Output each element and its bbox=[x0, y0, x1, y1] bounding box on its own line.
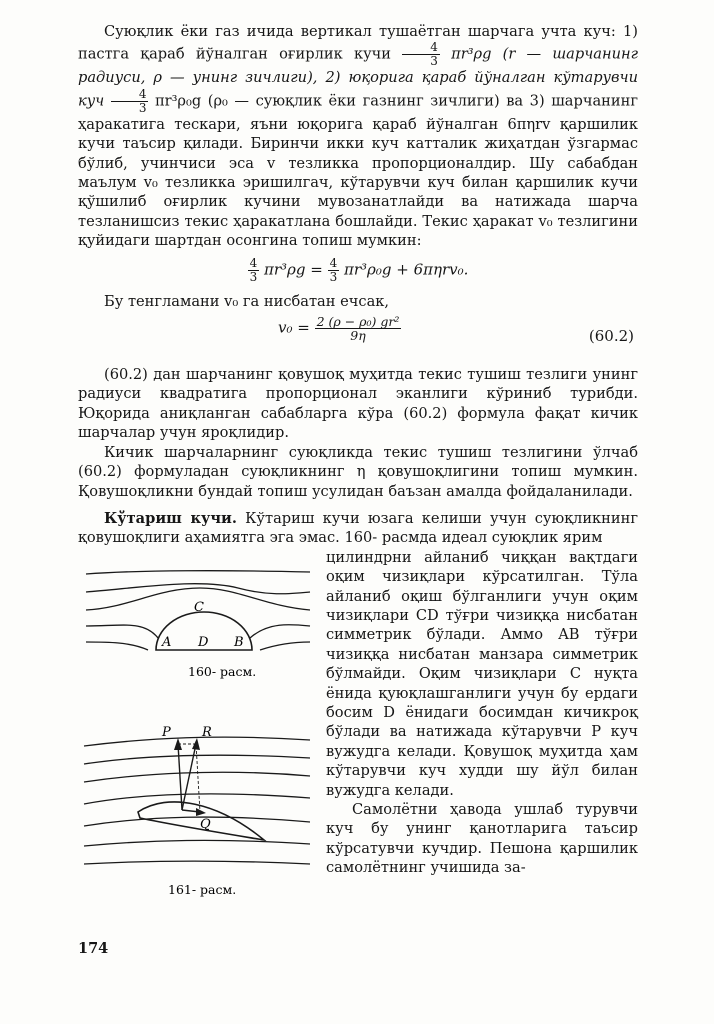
paragraph-viscosity: Кичик шарчаларнинг суюқликда текис тушиш тезлигини ўлчаб (60.2) формуладан суюқликнинг η қовушоқлигини топиш мумкин. Қовушоқликни бундай топиш усулидан баъзан амалда фойдаланилади. bbox=[78, 443, 638, 500]
arrow-r bbox=[182, 744, 196, 810]
arrowhead bbox=[196, 808, 206, 816]
streamline bbox=[84, 817, 310, 826]
label-d: D bbox=[198, 634, 209, 650]
figure-160-svg bbox=[78, 548, 318, 698]
fraction-four-thirds: $\frac{4}{3}$ bbox=[402, 41, 440, 68]
paragraph-forces bbox=[78, 22, 638, 251]
fraction: $\frac{\text{2 (ρ − ρ₀) gr²}}{9\eta}$ bbox=[316, 314, 400, 344]
equation-rhs: πr³ρ₀g + 6πηrv₀. bbox=[344, 260, 469, 279]
text: πr³ρ₀g (ρ₀ — суюқлик ёки газнинг зичлиги) ва 3) шарчанинг ҳаракатига тескари, яъни юқорига қараб йўналган 6πηrv қаршилик кучи таъсир қилади. Биринчи икки куч катталик жиҳатдан ўзгармас бўлиб, учинчиси эса v тезликка пропорционалдир. Шу сабабдан маълум v₀ тезликка эришилгач, кўтарувчи куч билан қаршилик кучи қўшилиб оғирлик кучини мувозанатлайди ва натижада шарча тезланишсиз текис ҳаракатлана бошлайди. Текис ҳаракат v₀ тезлигини қуйидаги шартдан осонгина топиш мумкин: bbox=[78, 92, 638, 250]
equation-balance: $\frac{4}{3}$ πr³ρg = $\frac{4}{3}$ πr³ρ₀g + 6πηrv₀. bbox=[249, 255, 469, 284]
streamline bbox=[84, 840, 310, 846]
label-a: A bbox=[162, 634, 172, 650]
paragraph-lift: цилиндрни айланиб чиққан вақтдаги оқим чизиқлари кўрсатилган. Тўла айланиб оқиш бўлганлиги учун оқим чизиқлари CD тўғри чизиққа нисбатан симметрик бўлади. Аммо AB тўғри чизиққа нисбатан манзара симметрик бўлмайди. Оқим чизиқлари C нуқта ёнида қуюқлашганлиги учун бу ердаги босим D ёнидаги босимдан кичикроқ бўлади ва натижада кўтарувчи P куч вужудга келади. Қовушоқ муҳитда ҳам кўтарувчи куч худди шу йўл билан вужудга келади. bbox=[326, 548, 638, 799]
text: Суюқлик ёки газ ичида вертикал тушаётган шарчага учта куч: 1) пастга қараб йўналган оғирлик кучи bbox=[78, 23, 638, 63]
paragraph-lift-intro: Кўтариш кучи. Кўтариш кучи юзага келиши учун суюқликнинг қовушоқлиги аҳамиятга эга эмас. 160- расмда идеал суюқлик ярим bbox=[78, 509, 638, 547]
text-column bbox=[326, 548, 638, 878]
label-r: R bbox=[202, 724, 212, 740]
label-p: P bbox=[162, 724, 171, 740]
page-number: 174 bbox=[78, 940, 109, 957]
equation-number: (60.2) bbox=[588, 327, 634, 346]
fraction-four-thirds: $\frac{4}{3}$ bbox=[111, 88, 149, 115]
caption-161: 161- расм. bbox=[168, 881, 237, 897]
caption-160: 160- расм. bbox=[188, 663, 257, 679]
page-content bbox=[78, 22, 638, 897]
label-b: B bbox=[234, 634, 244, 650]
equation-60-2 bbox=[78, 315, 638, 355]
section-heading: Кўтариш кучи. bbox=[104, 509, 237, 527]
streamline bbox=[84, 793, 310, 803]
paragraph-velocity: (60.2) дан шарчанинг қовушоқ муҳитда текис тушиш тезлиги унинг радиуси квадратига пропорционал эканлиги кўриниб турибди. Юқорида аниқланган сабабларга кўра (60.2) формула фақат кичик шарчалар учун яроқлидир. bbox=[78, 366, 638, 442]
label-q: Q bbox=[200, 816, 211, 832]
streamline bbox=[86, 583, 310, 593]
equation-lhs: πr³ρg = bbox=[264, 260, 323, 279]
streamline bbox=[86, 570, 310, 573]
figure-text-wrap bbox=[78, 548, 638, 897]
arrow-p bbox=[178, 744, 182, 810]
text: πr³ρg (r — шарчанинг радиуси, ρ — унинг зичлиги), 2) юқорига қараб йўналган кўтарувчи куч bbox=[78, 45, 638, 110]
label-c: C bbox=[194, 599, 204, 615]
figures-column bbox=[78, 548, 318, 908]
paragraph-airplane: Самолётни ҳавода ушлаб турувчи куч бу унинг қанотларига таъсир кўрсатувчи кучдир. Пешона қаршилик самолётнинг учишида за- bbox=[326, 801, 638, 877]
streamline bbox=[84, 772, 310, 782]
streamline bbox=[84, 861, 310, 864]
equation-lhs: v₀ = bbox=[278, 318, 310, 337]
figure-161-svg bbox=[78, 704, 318, 904]
paragraph-solve: Бу тенгламани v₀ га нисбатан ечсак, bbox=[104, 292, 390, 310]
